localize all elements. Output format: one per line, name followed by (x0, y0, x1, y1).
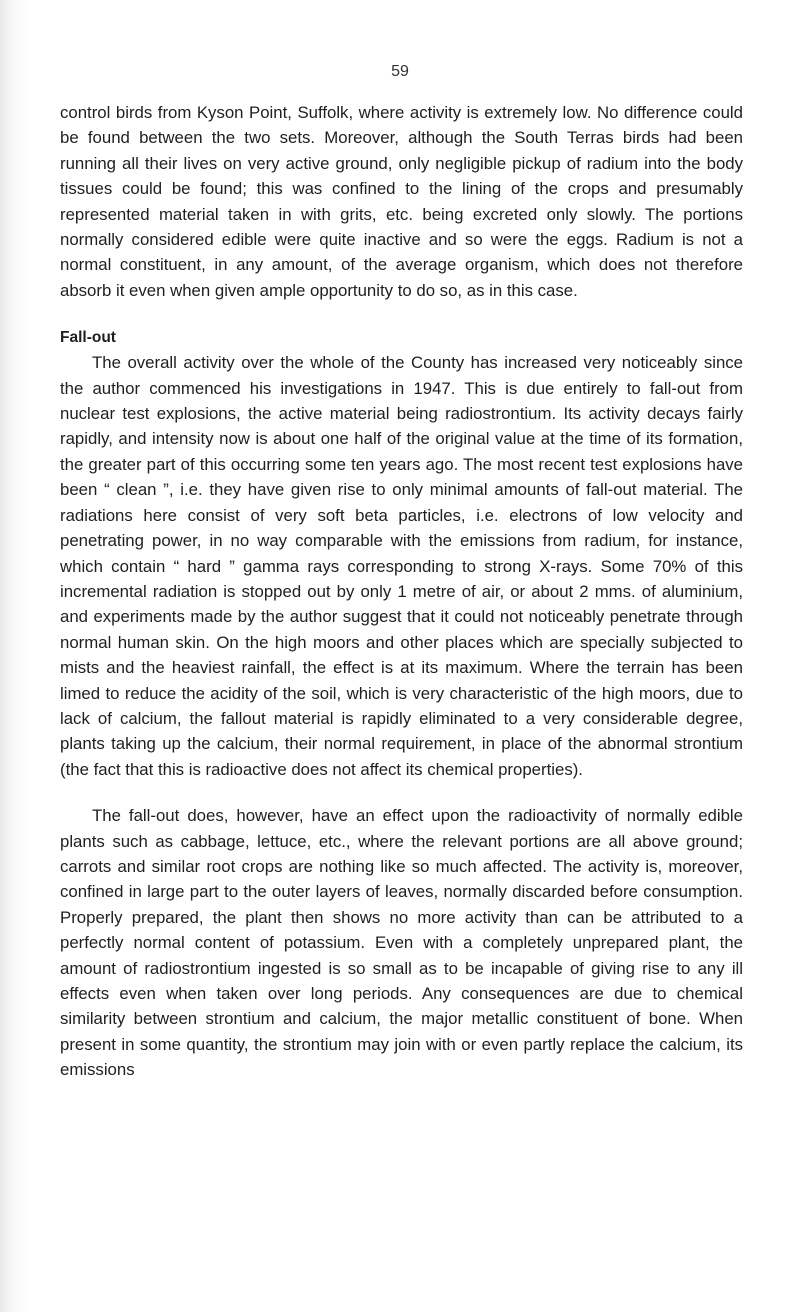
section-heading-fall-out: Fall-out (60, 329, 116, 347)
paragraph-2: The overall activity over the whole of the County has increased very noticeably since the author commenced his investigations in 1947. This is due entirely to fall-out from nuclear test explosions, the active material being radiostrontium. Its activity decays fairly rapidly, and intensity now is about one half of the original value at the time of its formation, the greater part of this occurring some ten years ago. The most recent test explosions have been “ clean ”, i.e. they have given rise to only minimal amounts of fall-out material. The radiations here consist of very soft beta particles, i.e. electrons of low velocity and penetrating power, in no way comparable with the emissions from radium, for instance, which contain “ hard ” gamma rays corresponding to strong X-rays. Some 70% of this incremental radiation is stopped out by only 1 metre of air, or about 2 mms. of aluminium, and experiments made by the author suggest that it could not noticeably penetrate through normal human skin. On the high moors and other places which are specially subjected to mists and the heaviest rainfall, the effect is at its maximum. Where the terrain has been limed to reduce the acidity of the soil, which is very characteristic of the high moors, due to lack of calcium, the fallout material is rapidly eliminated to a very considerable degree, plants taking up the calcium, their normal requirement, in place of the abnormal strontium (the fact that this is radioactive does not affect its chemical properties). (60, 353, 743, 779)
paragraph-1: control birds from Kyson Point, Suffolk, where activity is extremely low. No difference could be found between the two sets. Moreover, although the South Terras birds had been running all their lives on very active ground, only negligible pickup of radium into the body tissues could be found; this was confined to the lining of the crops and presumably represented material taken in with grits, etc. being excreted only slowly. The portions normally considered edible were quite inactive and so were the eggs. Radium is not a normal constituent, in any amount, of the average organism, which does not therefore absorb it even when given ample opportunity to do so, as in this case. (60, 103, 743, 300)
body-text (60, 100, 743, 1083)
paragraph-3: The fall-out does, however, have an effect upon the radioactivity of normally edible plants such as cabbage, lettuce, etc., where the relevant portions are all above ground; carrots and similar root crops are nothing like so much affected. The activity is, moreover, confined in large part to the outer layers of leaves, normally discarded before consumption. Properly prepared, the plant then shows no more activity than can be attributed to a perfectly normal content of potassium. Even with a completely unprepared plant, the amount of radiostrontium ingested is so small as to be incapable of giving rise to any ill effects even when taken over long periods. Any consequences are due to chemical similarity between strontium and calcium, the major metallic constituent of bone. When present in some quantity, the strontium may join with or even partly replace the calcium, its emissions (60, 806, 743, 1080)
page-number: 59 (391, 63, 409, 80)
